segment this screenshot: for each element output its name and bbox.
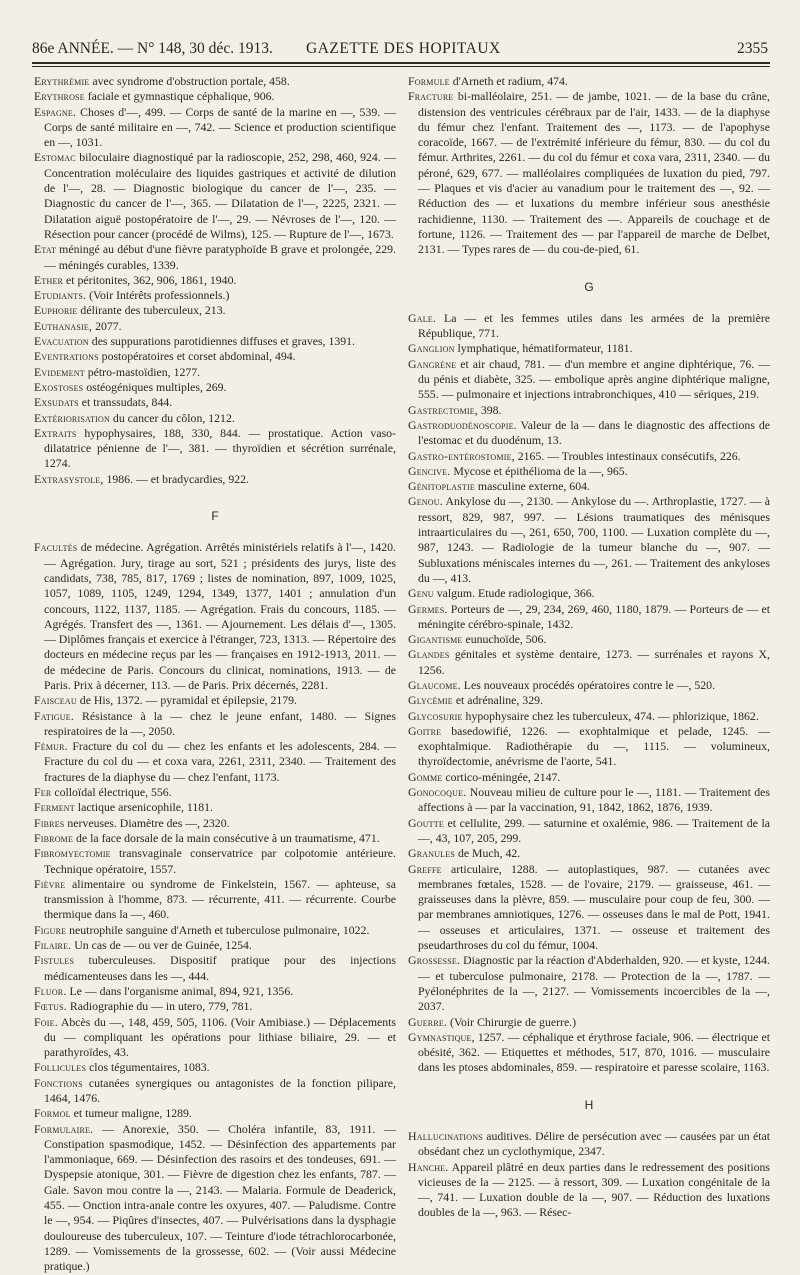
- section-letter: H: [584, 1097, 594, 1112]
- entry-headword: Faisceau: [34, 693, 77, 708]
- index-entry: [408, 311, 770, 342]
- entry-text: et cellulite, 299. — saturnine et oxalémie, 986. — Traitement de la —, 43, 107, 205, 299.: [418, 815, 770, 845]
- entry-text: d'Arneth et radium, 474.: [449, 74, 568, 88]
- index-entry: [408, 1160, 770, 1221]
- index-entry: [34, 380, 396, 395]
- index-entry: [34, 74, 396, 89]
- entry-headword: Gastrectomie,: [408, 402, 478, 417]
- index-entry: [34, 242, 396, 273]
- index-entry: [34, 365, 396, 380]
- entry-headword: Ganglion: [408, 341, 455, 356]
- entry-headword: Fièvre: [34, 876, 66, 891]
- index-entry: [408, 586, 770, 601]
- entry-text: 1986. — et bradycardies, 922.: [103, 471, 249, 486]
- entry-headword: Euphorie: [34, 303, 78, 318]
- entry-headword: Follicules: [34, 1060, 87, 1075]
- index-entry: [408, 770, 770, 785]
- index-entry: [34, 1106, 396, 1121]
- entry-headword: Extériorisation: [34, 410, 110, 425]
- index-entry: [408, 816, 770, 847]
- journal-title: GAZETTE DES HOPITAUX: [306, 40, 501, 57]
- entry-text: de Much, 42.: [455, 846, 521, 861]
- index-entry: [408, 602, 770, 633]
- index-entry: [408, 479, 770, 494]
- entry-text: de la face dorsale de la main consécutive à un traumatisme, 471.: [73, 830, 380, 845]
- index-entry: [34, 150, 396, 242]
- entry-headword: Estomac: [34, 150, 76, 165]
- index-entry: [34, 1076, 396, 1107]
- entry-text: auditives. Délire de persécution avec — causées par un état obsédant chez un cyclothymique, 2347.: [418, 1129, 770, 1159]
- entry-headword: Hallucinations: [408, 1129, 483, 1143]
- entry-headword: Exsudats: [34, 395, 79, 410]
- entry-headword: Fœtus.: [34, 999, 67, 1014]
- entry-text: pétro-mastoïdien, 1277.: [84, 364, 201, 379]
- entry-text: La — et les femmes utiles dans les armées de la première République, 771.: [418, 310, 770, 341]
- entry-text: Les nouveaux procédés opératoires contre le —, 520.: [460, 677, 716, 692]
- index-entry: [34, 1122, 396, 1275]
- entry-headword: Genou.: [408, 494, 443, 509]
- entry-headword: Formulaire.: [34, 1121, 94, 1136]
- index-entry: [34, 1015, 396, 1061]
- entry-headword: Germes.: [408, 601, 448, 616]
- entry-headword: Filaire.: [34, 938, 72, 953]
- index-entry: [34, 739, 396, 785]
- entry-headword: Fatigue.: [34, 708, 74, 723]
- index-entry: [34, 303, 396, 318]
- index-entry: [34, 472, 396, 487]
- entry-text: colloïdal électrique, 556.: [51, 785, 172, 800]
- entry-text: clos tégumentaires, 1083.: [86, 1060, 210, 1075]
- index-entry: [34, 105, 396, 151]
- entry-text: de médecine. Agrégation. Arrêtés ministériels relatifs à l'—, 1420. — Agrégation. Jury, tirage au sort, 521 ; présidents des jurys, liste des candidats, 738, 785, 817, 1769 ; listes de nomination, 897, 1009, 1025, 1057, 1089, 1105, 1249, 1294, 1349, 1377, 1401 ; annulation d'un concours, 1122, 1137, 1185. — Agrégation. Frais du concours, 1185. — Agrégés. Transfert des —, 1361. — Ajournement. Les délais d'—, 1305. — Diplômes français et exercice à l'étranger, 723, 1313. — Répertoire des docteurs en médecine reçus par les — françaises en 1912-1913, 2011. — de médecine de Paris. Concours du clinicat, nominations, 1913. — de Paris. Prix à décerner, 113. — de Paris. Prix décernés, 2281.: [44, 540, 396, 692]
- index-entry: [408, 709, 770, 724]
- index-entry: [408, 785, 770, 816]
- entry-headword: Ether: [34, 272, 64, 287]
- entry-text: Radiographie du — in utero, 779, 781.: [66, 999, 253, 1014]
- index-entry: [34, 395, 396, 410]
- entry-text: postopératoires et corset abdominal, 494.: [98, 349, 296, 364]
- entry-headword: Facultés: [34, 540, 78, 555]
- section-letter: F: [211, 509, 219, 524]
- index-entry: [408, 1015, 770, 1030]
- index-entry: [408, 89, 770, 257]
- entry-headword: Grossesse.: [408, 953, 461, 968]
- index-column-left: [34, 74, 396, 1275]
- entry-text: Nouveau milieu de culture pour le —, 1181. — Traitement des affections à — par la vaccination, 91, 1842, 1862, 1876, 1939.: [418, 785, 770, 815]
- entry-headword: Formule: [408, 74, 450, 88]
- entry-text: de His, 1372. — pyramidal et épilepsie, 2179.: [76, 693, 298, 708]
- entry-text: — Anorexie, 350. — Choléra infantile, 83, 1911. — Constipation spasmodique, 1452. — Désinfection des appartements par l'ammoniaque, 669. — Désinfection des rasoirs et des tondeuses, 691. — Dyspepsie atonique, 301. — Fièvre de digestion chez les enfants, 787. — Gale. Savon mou contre la —, 2143. — Malaria. Formule de Deaderick, 455. — Onction intra-anale contre les oxyures, 407. — Paludisme. Contre le —, 954. — Piqûres d'insectes, 407. — Pulvérisations dans la dysphagie douloureuse des tuberculeux, 107. — Teinture d'iode tétrachlorocarbonée, 1289. — Vomissements de la grossesse, 602. — (Voir aussi Médecine pratique.): [44, 1121, 396, 1274]
- index-entry: [408, 1129, 770, 1160]
- entry-text: et transsudats, 844.: [78, 395, 173, 410]
- entry-headword: Glycosurie: [408, 708, 463, 723]
- index-entry: [34, 938, 396, 953]
- entry-text: génitales et système dentaire, 1273. — surrénales et rayons X, 1256.: [418, 647, 770, 677]
- entry-text: eunuchoïde, 506.: [462, 632, 547, 647]
- index-entry: [34, 800, 396, 815]
- entry-headword: Extraits: [34, 425, 77, 440]
- entry-headword: Guerre.: [408, 1014, 448, 1029]
- entry-headword: Exostoses: [34, 379, 84, 394]
- entry-text: alimentaire ou syndrome de Finkelstein, 1567. — aphteuse, sa transmission à l'homme, 873. — récurrente, 411. — récurrente. Courbe thermique dans la —, 460.: [44, 876, 396, 922]
- section-letter: G: [584, 279, 594, 294]
- entry-text: (Voir Intérêts professionnels.): [86, 288, 230, 303]
- index-entry: [34, 816, 396, 831]
- entry-headword: Etat: [34, 242, 57, 257]
- entry-text: Le — dans l'organisme animal, 894, 921, 1356.: [66, 983, 294, 998]
- entry-text: neutrophile sanguine d'Arneth et tuberculose pulmonaire, 1022.: [66, 922, 370, 937]
- entry-text: et tumeur maligne, 1289.: [70, 1106, 192, 1121]
- index-entry: [34, 1060, 396, 1075]
- entry-headword: Fibres: [34, 815, 65, 830]
- entry-headword: Espagne.: [34, 104, 77, 119]
- index-entry: [34, 319, 396, 334]
- entry-text: du cancer du côlon, 1212.: [109, 410, 235, 425]
- index-entry: [408, 494, 770, 586]
- entry-headword: Evidement: [34, 364, 85, 379]
- entry-text: méningé au début d'une fièvre paratyphoïde B grave et prolongée, 229. — méningés curables, 1339.: [44, 242, 396, 272]
- entry-headword: Gigantisme: [408, 632, 463, 647]
- entry-headword: Fracture: [408, 89, 454, 104]
- index-entry: [34, 693, 396, 708]
- entry-headword: Génitoplastie: [408, 479, 475, 494]
- entry-text: tuberculeuses. Dispositif pratique pour des injections médicamenteuses dans les —, 444.: [44, 953, 396, 983]
- index-entry: [34, 540, 396, 693]
- entry-text: Diagnostic par la réaction d'Abderhalden, 920. — et kyste, 1244. — et tuberculose pulmonaire, 2178. — Protection de la —, 1787. — Pyélonéphrites de la —, 2127. — Vomissements incoercibles de la —, 2037.: [418, 953, 770, 1014]
- entry-headword: Formol: [34, 1106, 71, 1121]
- entry-text: cutanées synergiques ou antagonistes de la fonction pilipare, 1464, 1476.: [44, 1075, 396, 1105]
- entry-text: bi-malléolaire, 251. — de jambe, 1021. — de la base du crâne, distension des ventricules cérébraux par de l'air, 1433. — de la diaphyse du fémur chez l'enfant. Traitement des —, 1173. — de l'apophyse coracoïde, 1667. — de l'extrémité inférieure du fémur, 830. — du col du fémur. Arthrites, 2261. — du col du fémur et coxa vara, 2311, 2340. — du péroné, 629, 677. — malléolaires compliquées de luxation du pied, 797. — Plaques et vis d'acier au vanadium pour le traitement des —, 92. — Réduction des — et luxations du membre inférieur sous anesthésie rachidienne, 1130. — Traitement des —. Appareils de couchage et de fortune, 1126. — Traitement des — par l'appareil de marche de Delbet, 2131. — Types rares de — du cou-de-pied, 61.: [418, 89, 770, 257]
- index-entry: [408, 449, 770, 464]
- entry-headword: Goutte: [408, 815, 444, 830]
- entry-headword: Erythrémie: [34, 74, 90, 88]
- index-column-right: [408, 74, 770, 1221]
- entry-headword: Gymnastique,: [408, 1029, 475, 1044]
- index-entry: [408, 418, 770, 449]
- entry-headword: Glandes: [408, 647, 450, 662]
- entry-text: Abcès du —, 148, 459, 505, 1106. (Voir Amibiase.) — Déplacements du — compliquant les opérations pour lithiase biliaire, 29. — et parathyroïdes, 43.: [44, 1014, 396, 1060]
- entry-headword: Fistules: [34, 953, 75, 968]
- entry-headword: Foie.: [34, 1014, 58, 1029]
- entry-text: basedowifié, 1226. — exophtalmique et pelade, 1245. — exophtalmique. Radiothérapie du —, 1115. — volumineux, thyroïdectomie, anévrisme de l'aorte, 541.: [418, 723, 770, 769]
- entry-text: et adrénaline, 329.: [452, 693, 543, 708]
- entry-headword: Euthanasie,: [34, 318, 93, 333]
- index-entry: [34, 831, 396, 846]
- entry-headword: Fibrome: [34, 830, 74, 845]
- entry-headword: Glycémie: [408, 693, 453, 708]
- entry-text: Porteurs de —, 29, 234, 269, 460, 1180, 1879. — Porteurs de — et méningite cérébro-spinale, 1432.: [418, 601, 770, 631]
- entry-headword: Fibromyectomie: [34, 846, 111, 861]
- entry-text: des suppurations parotidiennes diffuses et graves, 1391.: [88, 334, 355, 349]
- entry-text: Fracture du col du — chez les enfants et les adolescents, 284. — Fracture du col du — et coxa vara, 2261, 2311, 2340. — Traitement des fractures de la diaphyse du — chez l'enfant, 1173.: [44, 739, 396, 784]
- index-entry: [408, 74, 770, 89]
- entry-headword: Gastro-entérostomie,: [408, 448, 515, 463]
- entry-text: masculine externe, 604.: [474, 479, 590, 494]
- entry-text: transvaginale conservatrice par colpotomie antérieure. Technique opératoire, 1557.: [44, 846, 396, 876]
- entry-text: Appareil plâtré en deux parties dans le redressement des positions vicieuses de la — 2125. — à ressort, 309. — Luxation congénitale de la —, 741. — Luxation double de la —, 907. — Réduction des luxations doubles de la —, 963. — Résec-: [418, 1159, 770, 1220]
- entry-text: 2165. — Troubles intestinaux consécutifs, 226.: [514, 448, 741, 463]
- entry-headword: Gastroduodénoscopie.: [408, 417, 517, 432]
- entry-text: Un cas de — ou ver de Guinée, 1254.: [71, 938, 252, 953]
- index-entry: [408, 464, 770, 479]
- entry-text: hypophysaires, 188, 330, 844. — prostatique. Action vaso-dilatatrice pénienne de l'—, 381. — thyroïdien et sécrétion surrénale, 1274.: [44, 425, 396, 471]
- entry-headword: Gencive.: [408, 463, 451, 478]
- entry-headword: Etudiants.: [34, 288, 87, 303]
- entry-text: 398.: [477, 402, 502, 417]
- entry-text: 1257. — céphalique et érythrose faciale, 906. — électrique et obésité, 362. — Etiquettes et méthodes, 517, 870, 1016. — musculaire dans les ptoses abdominales, 859. — respiratoire et paresse scolaire, 1163.: [418, 1029, 770, 1075]
- entry-headword: Fémur.: [34, 739, 68, 754]
- index-entry: [408, 862, 770, 954]
- index-entry: [34, 846, 396, 877]
- entry-headword: Extrasystole,: [34, 471, 104, 486]
- entry-text: hypophysaire chez les tuberculeux, 474. — phlorizique, 1862.: [462, 708, 759, 723]
- index-entry: [34, 273, 396, 288]
- header-rule-thin: [32, 66, 770, 67]
- index-entry: [34, 411, 396, 426]
- entry-headword: Glaucome.: [408, 677, 461, 692]
- entry-headword: Gale.: [408, 310, 437, 325]
- entry-headword: Gangrène: [408, 356, 457, 371]
- index-entry: [34, 349, 396, 364]
- entry-text: cortico-méningée, 2147.: [442, 769, 561, 784]
- entry-headword: Granules: [408, 846, 456, 861]
- entry-headword: Goitre: [408, 723, 442, 738]
- index-entry: [34, 953, 396, 984]
- index-entry: [34, 426, 396, 472]
- entry-text: délirante des tuberculeux, 213.: [77, 303, 226, 318]
- index-entry: [408, 341, 770, 356]
- header-rule-thick: [32, 62, 770, 64]
- index-entry: [34, 923, 396, 938]
- entry-text: valgum. Etude radiologique, 366.: [433, 586, 595, 601]
- index-entry: [34, 288, 396, 303]
- index-entry: [408, 846, 770, 861]
- entry-text: Résistance à la — chez le jeune enfant, 1480. — Signes respiratoires de la —, 2050.: [44, 708, 396, 738]
- entry-headword: Hanche.: [408, 1159, 449, 1174]
- entry-headword: Greffe: [408, 861, 442, 876]
- index-entry: [34, 877, 396, 923]
- index-entry: [34, 89, 396, 104]
- entry-headword: Eventrations: [34, 349, 99, 364]
- index-entry: [408, 357, 770, 403]
- entry-text: (Voir Chirurgie de guerre.): [447, 1014, 577, 1029]
- index-entry: [34, 999, 396, 1014]
- entry-text: et péritonites, 362, 906, 1861, 1940.: [63, 272, 237, 287]
- entry-text: avec syndrome d'obstruction portale, 458.: [89, 74, 290, 88]
- entry-headword: Fonctions: [34, 1075, 83, 1090]
- index-entry: [408, 1030, 770, 1076]
- index-entry: [408, 647, 770, 678]
- entry-text: 2077.: [92, 318, 122, 333]
- entry-headword: Erythrose: [34, 89, 85, 104]
- entry-text: lactique arsenicophile, 1181.: [74, 800, 213, 815]
- index-entry: [408, 632, 770, 647]
- entry-text: Valeur de la — dans le diagnostic des affections de l'estomac et du duodénum, 13.: [418, 417, 770, 448]
- entry-headword: Evacuation: [34, 334, 89, 349]
- running-header: [32, 40, 768, 62]
- issue-info: 86e ANNÉE. — N° 148, 30 déc. 1913.: [32, 40, 273, 57]
- entry-text: et air chaud, 781. — d'un membre et angine diphtérique, 76. — du pénis et diabète, 325. — embolique après angine diphtérique maligne, 555. — pulmonaire et injections intrabronchiques, 410 — sériques, 219.: [418, 356, 770, 402]
- entry-text: ostéogéniques multiples, 269.: [83, 379, 227, 394]
- entry-text: Mycose et épithélioma de la —, 965.: [450, 463, 628, 478]
- entry-headword: Figure: [34, 922, 67, 937]
- index-entry: [408, 678, 770, 693]
- entry-headword: Fluor.: [34, 983, 67, 998]
- entry-text: articulaire, 1288. — autoplastiques, 987. — cutanées avec membranes fœtales, 1528. — de l'ovaire, 2179. — graisseuse, 461. — graisseuses dans la plèvre, 859. — musculaire pour coup de feu, 300. — par membranes amniotiques, 1276. — osseuses dans le mal de Pott, 1941. — osseuses et articulaires, 1371. — osseuse et traitement des pseudarthroses du col du fémur, 1004.: [418, 861, 770, 953]
- entry-headword: Genu: [408, 586, 434, 601]
- index-entry: [34, 709, 396, 740]
- index-entry: [34, 334, 396, 349]
- entry-headword: Fer: [34, 785, 52, 800]
- entry-headword: Gonocoque.: [408, 785, 467, 800]
- page-number: 2355: [737, 40, 768, 57]
- index-entry: [408, 403, 770, 418]
- index-entry: [34, 785, 396, 800]
- index-entry: [408, 724, 770, 770]
- entry-text: nerveuses. Diamètre des —, 2320.: [64, 815, 230, 830]
- entry-text: biloculaire diagnostiqué par la radioscopie, 252, 298, 460, 924. — Concentration moléculaire des liquides gastriques et activité de dilution de l'—, 28. — Diagnostic biologique du cancer de l'—, 235. — Diagnostic du cancer de l'—, 365. — Dilatation de l'—, 2225, 2321. — Dilatation aiguë postopératoire de l'—, 29. — Névroses de l'—, 120. — Résection pour cancer (procédé de Wilms), 125. — Rupture de l'—, 1673.: [44, 150, 396, 241]
- index-entry: [408, 953, 770, 1014]
- entry-text: Ankylose du —, 2130. — Ankylose du —. Arthroplastie, 1727. — à ressort, 829, 987, 997. — Lésions traumatiques des ménisques intraarticulaires du —, 261, 650, 700, 1100. — Luxation complète du —, 987, 1243. — Radiologie de la tumeur blanche du —, 907. — Subluxations méniscales internes du —, 261. — Traitement des ankyloses du —, 413.: [418, 494, 770, 585]
- index-entry: [408, 693, 770, 708]
- entry-text: lymphatique, hématiformateur, 1181.: [454, 341, 633, 356]
- entry-headword: Gomme: [408, 769, 443, 784]
- entry-headword: Ferment: [34, 800, 75, 815]
- entry-text: Choses d'—, 499. — Corps de santé de la marine en —, 539. — Corps de santé militaire en —, 742. — Science et production scientifique en —, 1031.: [44, 104, 396, 150]
- index-entry: [34, 984, 396, 999]
- entry-text: faciale et gymnastique céphalique, 906.: [84, 89, 275, 104]
